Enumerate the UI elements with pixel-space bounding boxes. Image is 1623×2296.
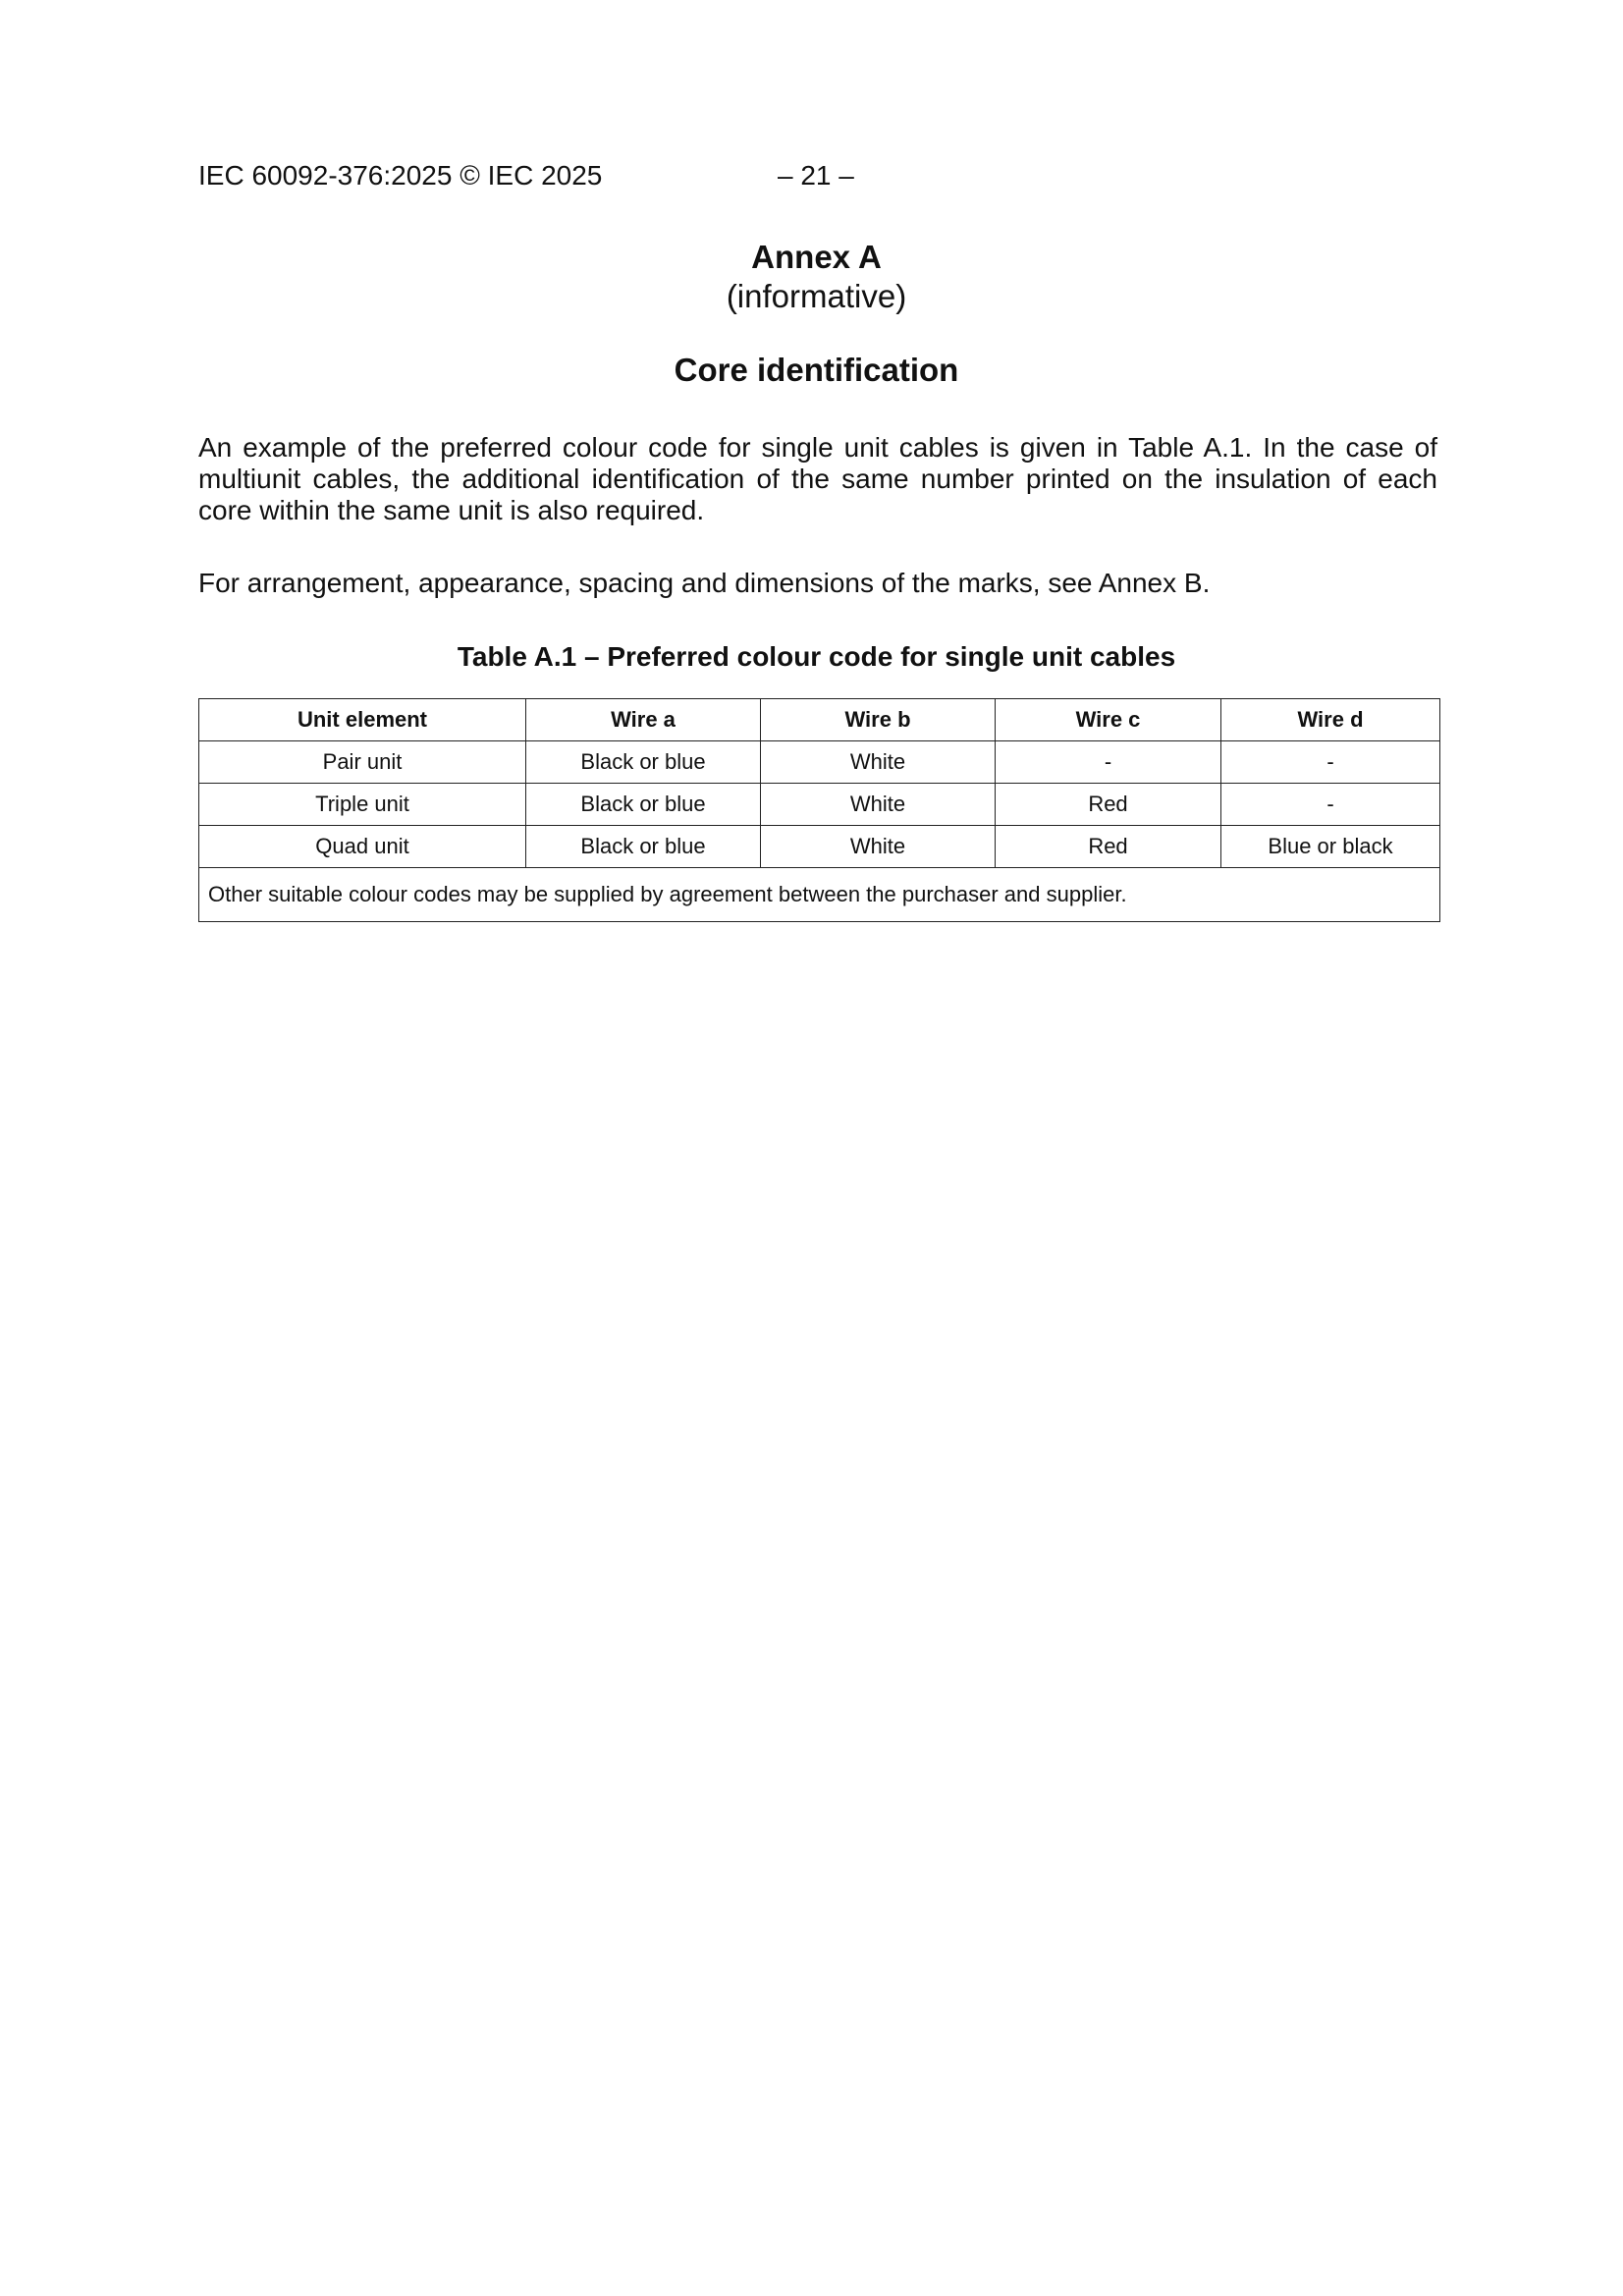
table-cell: -: [996, 741, 1221, 784]
body-paragraph: An example of the preferred colour code for single unit cables is given in Table A.1. In the case of multiunit cables, the additional identification of the same number printed on the insulation of each core within the same unit is also required.: [198, 432, 1437, 525]
table-row: [199, 741, 1440, 784]
table-row: [199, 826, 1440, 868]
table-note-row: [199, 868, 1440, 922]
running-header: IEC 60092-376:2025 © IEC 2025: [198, 160, 603, 191]
page-number: – 21 –: [778, 160, 854, 191]
table-cell: Quad unit: [199, 826, 526, 868]
table-cell: Black or blue: [526, 741, 761, 784]
table-header-row: [199, 699, 1440, 741]
annex-heading: [0, 238, 1623, 316]
body-paragraph: For arrangement, appearance, spacing and dimensions of the marks, see Annex B.: [198, 568, 1211, 598]
section-title: Core identification: [674, 352, 959, 388]
table-header-cell: Wire a: [526, 699, 761, 741]
table-note: Other suitable colour codes may be supplied by agreement between the purchaser and supplier.: [199, 868, 1440, 922]
table-cell: -: [1221, 784, 1440, 826]
table-header-cell: Wire c: [996, 699, 1221, 741]
table-header-cell: Wire d: [1221, 699, 1440, 741]
table-cell: White: [761, 741, 996, 784]
table-cell: Red: [996, 784, 1221, 826]
annex-subtitle: (informative): [726, 278, 907, 314]
colour-code-table: [198, 698, 1440, 922]
table-cell: Black or blue: [526, 826, 761, 868]
table-cell: Red: [996, 826, 1221, 868]
table-cell: Pair unit: [199, 741, 526, 784]
table-cell: White: [761, 826, 996, 868]
table-cell: Triple unit: [199, 784, 526, 826]
table-header-cell: Unit element: [199, 699, 526, 741]
table-cell: Blue or black: [1221, 826, 1440, 868]
table-header-cell: Wire b: [761, 699, 996, 741]
table-row: [199, 784, 1440, 826]
annex-title: Annex A: [751, 239, 882, 275]
table-cell: White: [761, 784, 996, 826]
table-caption: Table A.1 – Preferred colour code for single unit cables: [457, 641, 1176, 672]
table-cell: Black or blue: [526, 784, 761, 826]
table-cell: -: [1221, 741, 1440, 784]
